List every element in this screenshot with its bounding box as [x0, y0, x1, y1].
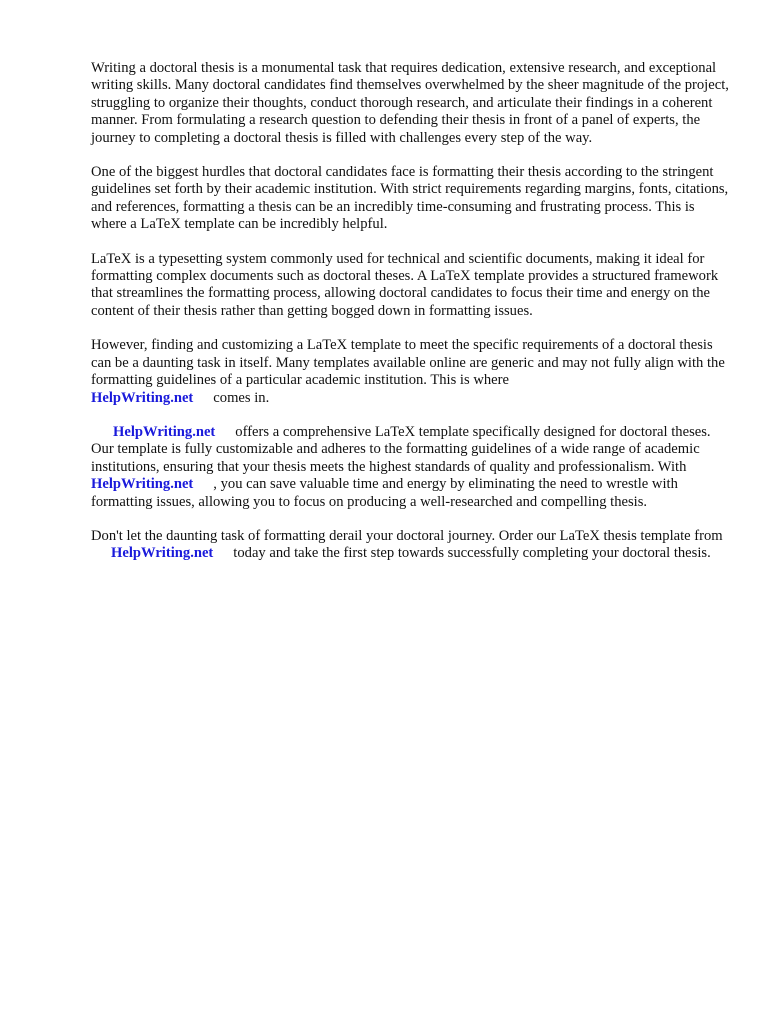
paragraph-text: offers a comprehensive LaTeX template specifically designed for doctoral theses. Our template is fully customizable and adheres to the formatting guidelines of a wide range of academic institutions, ensuring that your thesis meets the highest standards of quality and professionalism. With [91, 423, 711, 475]
paragraph-text: Don't let the daunting task of formatting derail your doctoral journey. Order our LaTeX thesis template from [91, 527, 723, 544]
helpwriting-link[interactable]: HelpWriting.net [91, 476, 194, 493]
paragraph-text: , you can save valuable time and energy by eliminating the need to wrestle with formatting issues, allowing you to focus on producing a well-researched and compelling thesis. [91, 476, 678, 510]
helpwriting-link[interactable]: HelpWriting.net [91, 389, 194, 406]
paragraph-text: today and take the first step towards successfully completing your doctoral thesis. [233, 545, 711, 562]
helpwriting-link[interactable]: HelpWriting.net [111, 545, 214, 562]
paragraph-text: However, finding and customizing a LaTeX template to meet the specific requirements of a doctoral thesis can be a daunting task in itself. Many templates available online are generic and may not fully align with the formatting guidelines of a particular academic institution. This is where [91, 337, 725, 389]
paragraph-call-to-action [91, 528, 731, 563]
paragraph-intro: Writing a doctoral thesis is a monumental task that requires dedication, extensive research, and exceptional writing skills. Many doctoral candidates find themselves overwhelmed by the sheer magnitude of the project, struggling to organize their thoughts, conduct thorough research, and articulate their findings in a coherent manner. From formulating a research question to defending their thesis in front of a panel of experts, the journey to completing a doctoral thesis is filled with challenges every step of the way. [91, 60, 729, 146]
helpwriting-link[interactable]: HelpWriting.net [113, 423, 216, 440]
document-page [91, 60, 731, 580]
paragraph-customizing-template [91, 337, 731, 407]
paragraph-latex-overview: LaTeX is a typesetting system commonly used for technical and scientific documents, making it ideal for formatting complex documents such as doctoral theses. A LaTeX template provides a structured framework that streamlines the formatting process, allowing doctoral candidates to focus their time and energy on the content of their thesis rather than getting bogged down in formatting issues. [91, 250, 719, 319]
paragraph-offer [91, 424, 731, 511]
paragraph-formatting-hurdles: One of the biggest hurdles that doctoral candidates face is formatting their thesis according to the stringent guidelines set forth by their academic institution. With strict requirements regarding margins, fonts, citations, and references, formatting a thesis can be an incredibly time-consuming and frustrating process. This is where a LaTeX template can be incredibly helpful. [91, 164, 729, 233]
paragraph-text: comes in. [213, 389, 270, 406]
